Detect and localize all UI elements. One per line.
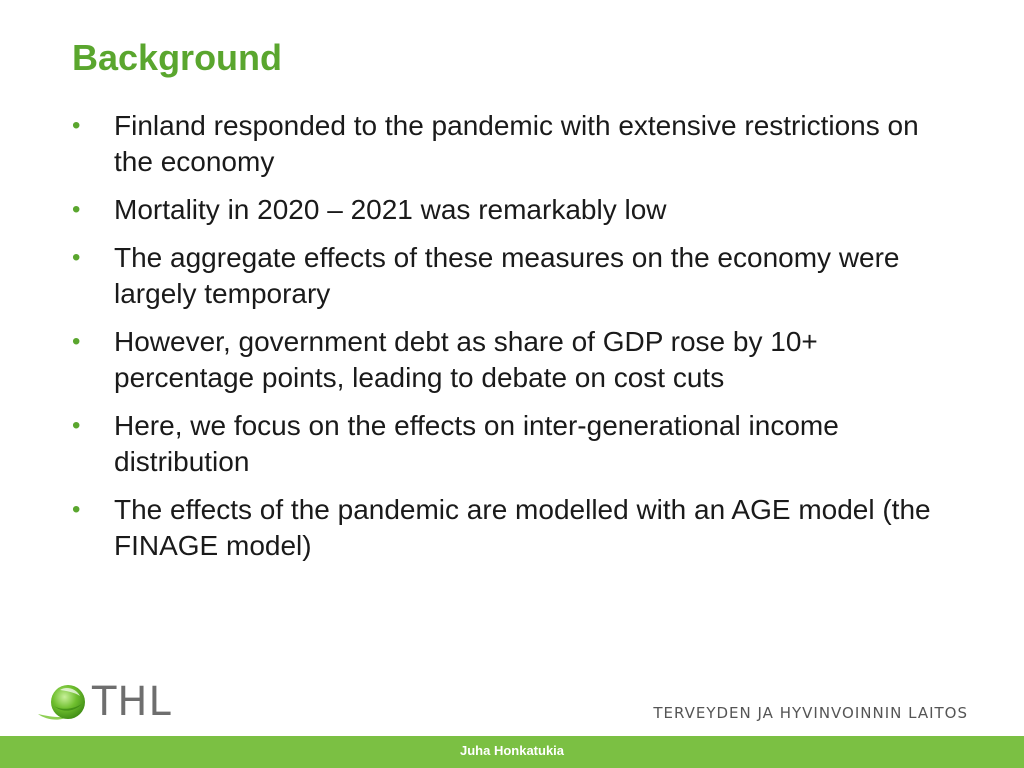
bullet-text: The effects of the pandemic are modelled with an AGE model (the FINAGE model) xyxy=(114,494,931,561)
bullet-item xyxy=(72,192,952,228)
bullet-marker: • xyxy=(72,496,81,523)
slide-title: Background xyxy=(72,37,283,78)
author-name: Juha Honkatukia xyxy=(459,743,565,758)
green-leaf-globe-icon xyxy=(36,680,92,724)
bullet-text: The aggregate effects of these measures on the economy were largely temporary xyxy=(114,242,900,309)
bullet-text: Here, we focus on the effects on inter-generational income distribution xyxy=(114,410,839,477)
bullet-text: Mortality in 2020 – 2021 was remarkably low xyxy=(114,194,667,225)
bullet-item xyxy=(72,408,952,480)
bullet-marker: • xyxy=(72,328,81,355)
bullet-marker: • xyxy=(72,244,81,271)
bullet-item xyxy=(72,324,952,396)
logo-text: THL xyxy=(92,679,172,725)
institute-name: TERVEYDEN JA HYVINVOINNIN LAITOS xyxy=(653,704,968,722)
bullet-item xyxy=(72,108,952,180)
bullet-list xyxy=(72,108,952,576)
bullet-marker: • xyxy=(72,412,81,439)
bullet-item xyxy=(72,492,952,564)
bullet-text: Finland responded to the pandemic with extensive restrictions on the economy xyxy=(114,110,919,177)
bullet-text: However, government debt as share of GDP rose by 10+ percentage points, leading to debate on cost cuts xyxy=(114,326,818,393)
bullet-item xyxy=(72,240,952,312)
bullet-marker: • xyxy=(72,112,81,139)
thl-logo xyxy=(36,680,186,724)
bullet-marker: • xyxy=(72,196,81,223)
